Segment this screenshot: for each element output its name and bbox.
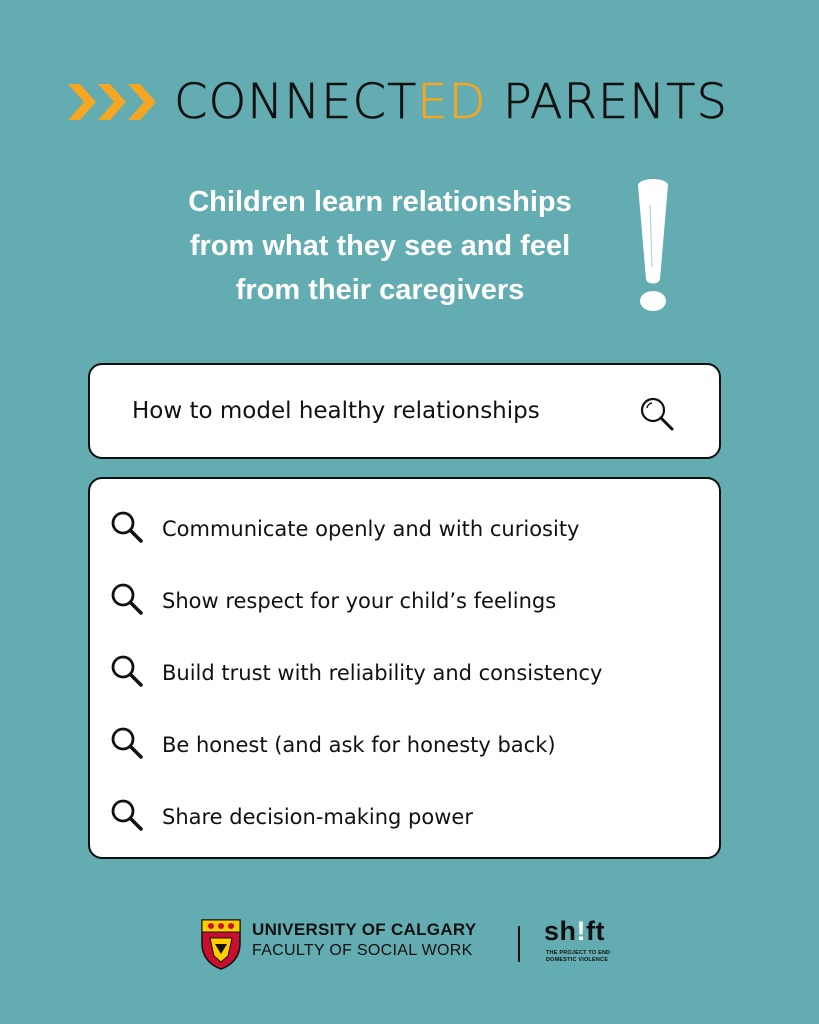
tagline-line: from what they see and feel [189, 230, 571, 262]
shift-logo-suffix: ft [586, 916, 605, 946]
footer-logos [200, 912, 620, 972]
search-icon [110, 654, 144, 692]
search-result-item[interactable] [110, 725, 710, 765]
search-result-item[interactable] [110, 581, 710, 621]
search-results-panel [88, 477, 721, 859]
shift-logo [544, 916, 605, 947]
exclamation-icon [630, 175, 676, 319]
university-name: UNIVERSITY OF CALGARY [252, 920, 477, 939]
search-result-label: Be honest (and ask for honesty back) [162, 733, 556, 757]
brand-title-accent: ED [417, 74, 487, 130]
shift-tagline-line: THE PROJECT TO END [546, 950, 611, 956]
brand-title [174, 74, 728, 130]
search-bar[interactable] [88, 363, 721, 459]
shift-tagline [546, 950, 626, 964]
logo-divider [518, 926, 520, 962]
search-result-item[interactable] [110, 509, 710, 549]
tagline-line: Children learn relationships [188, 186, 572, 218]
brand-title-suffix: PARENTS [486, 74, 728, 130]
shift-logo-mark: ! [576, 916, 587, 946]
search-icon [110, 798, 144, 836]
tagline-line: from their caregivers [235, 274, 525, 306]
search-result-item[interactable] [110, 797, 710, 837]
tagline [120, 180, 640, 312]
search-icon [110, 582, 144, 620]
shift-tagline-line: DOMESTIC VIOLENCE [546, 957, 609, 963]
search-query[interactable]: How to model healthy relationships [132, 398, 540, 424]
university-crest-icon [200, 916, 242, 974]
brand-header [68, 72, 748, 132]
search-result-label: Show respect for your child’s feelings [162, 589, 557, 613]
faculty-name: FACULTY OF SOCIAL WORK [252, 942, 473, 959]
search-result-item[interactable] [110, 653, 710, 693]
brand-title-prefix: CONNECT [174, 74, 418, 130]
search-result-label: Communicate openly and with curiosity [162, 517, 580, 541]
search-icon [110, 726, 144, 764]
shift-logo-prefix: sh [544, 916, 577, 946]
search-result-label: Build trust with reliability and consistency [162, 661, 603, 685]
search-result-label: Share decision-making power [162, 805, 473, 829]
triple-chevron-right-icon [68, 80, 160, 124]
search-icon[interactable] [639, 396, 675, 436]
search-icon [110, 510, 144, 548]
